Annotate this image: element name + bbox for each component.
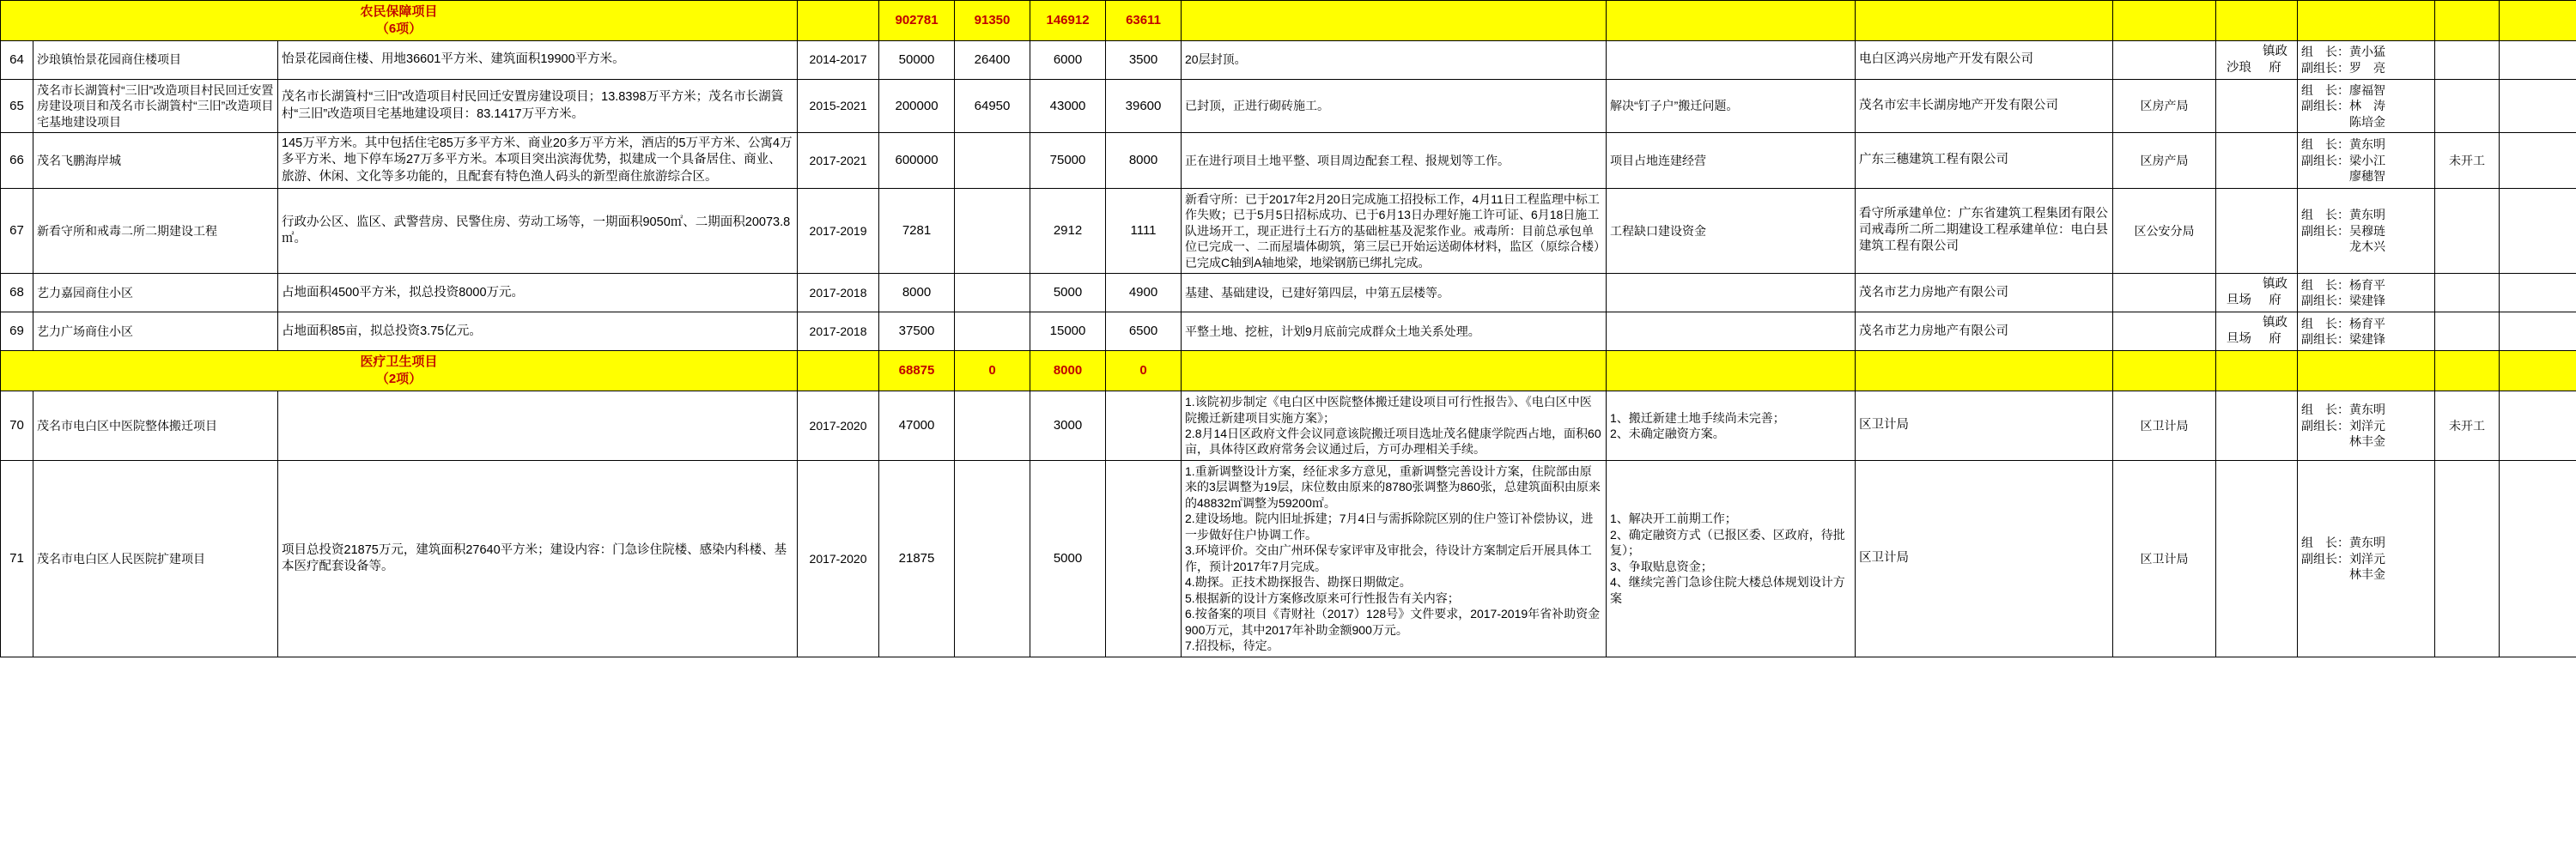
previous-investment: [955, 460, 1030, 657]
township-government: [2216, 391, 2298, 461]
half-year-investment: 3500: [1106, 40, 1182, 79]
category-leader: [2298, 351, 2435, 391]
progress-description: 20层封顶。: [1182, 40, 1607, 79]
project-name: 茂名市电白区中医院整体搬迁项目: [33, 391, 278, 461]
responsible-department: 区公安分局: [2113, 188, 2216, 273]
category-gov: [2216, 351, 2298, 391]
responsible-department: 区卫计局: [2113, 460, 2216, 657]
previous-investment: [955, 312, 1030, 351]
responsible-department: 区房产局: [2113, 79, 2216, 132]
project-name: 沙琅镇怡景花园商住楼项目: [33, 40, 278, 79]
construction-unit: 看守所承建单位：广东省建筑工程集团有限公司戒毒所二所二期建设工程承建单位：电白县建筑工程有限公司: [1856, 188, 2113, 273]
previous-investment: [955, 273, 1030, 312]
row-index: 67: [1, 188, 33, 273]
project-description: 怡景花园商住楼、用地36601平方米、建筑面积19900平方米。: [278, 40, 798, 79]
project-description: 茂名市长湖篢村“三旧”改造项目村民回迁安置房建设项目；13.8398万平方米；茂名市长湖篢村“三旧”改造项目宅基地建设项目：83.1417万平方米。: [278, 79, 798, 132]
category-dept: [2113, 1, 2216, 41]
year-plan-investment: 5000: [1030, 273, 1106, 312]
half-year-investment: 6500: [1106, 312, 1182, 351]
leader-group: 组 长：黄东明 副组长：刘洋元 林丰金: [2298, 460, 2435, 657]
category-dept: [2113, 351, 2216, 391]
government-label: 镇政府: [2263, 276, 2287, 308]
construction-unit: 区卫计局: [1856, 460, 2113, 657]
row-tail: [2500, 133, 2576, 188]
responsible-department: [2113, 40, 2216, 79]
category-row: [1, 351, 2576, 391]
row-index: 66: [1, 133, 33, 188]
category-unit: [1856, 351, 2113, 391]
previous-investment: 64950: [955, 79, 1030, 132]
township-name: 旦场: [2226, 294, 2251, 308]
previous-investment: [955, 133, 1030, 188]
status-note: 未开工: [2435, 133, 2500, 188]
year-plan-investment: 2912: [1030, 188, 1106, 273]
row-index: 65: [1, 79, 33, 132]
project-description: 行政办公区、监区、武警营房、民警住房、劳动工场等，一期面积9050㎡、二期面积20073.8㎡。: [278, 188, 798, 273]
project-period: 2017-2018: [798, 312, 879, 351]
year-plan-investment: 6000: [1030, 40, 1106, 79]
category-year: 146912: [1030, 1, 1106, 41]
progress-description: 1.重新调整设计方案，经征求多方意见，重新调整完善设计方案，住院部由原来的3层调整为19层，床位数由原来的8780张调整为860张，总建筑面积由原来的48832㎡调整为59200㎡。 2.建设场地。院内旧址拆建；7月4日与需拆除院区别的住户签订补偿协议，进一步做好住户协调工作。 3.环境评价。交由广州环保专家评审及审批会，待设计方案制定后开展具体工作，预计2017年7月完成。 4.勘探。正技术勘探报告、勘探日期做定。 5.根据新的设计方案修改原来可行性报告有关内容； 6.按备案的项目《青财社（2017）128号》文件要求，2017-2019年省补助资金900万元，其中2017年补助金额900万元。 7.招投标，待定。: [1182, 460, 1607, 657]
township-government: [2216, 40, 2298, 79]
problem-description: 工程缺口建设资金: [1607, 188, 1856, 273]
category-period: [798, 1, 879, 41]
problem-description: [1607, 312, 1856, 351]
category-prev: 0: [955, 351, 1030, 391]
project-description: 占地面积85亩，拟总投资3.75亿元。: [278, 312, 798, 351]
project-name: 茂名飞鹏海岸城: [33, 133, 278, 188]
category-total: 68875: [879, 351, 955, 391]
problem-description: 项目占地连建经营: [1607, 133, 1856, 188]
project-period: 2014-2017: [798, 40, 879, 79]
project-period: 2017-2020: [798, 460, 879, 657]
row-index: 70: [1, 391, 33, 461]
status-note: [2435, 460, 2500, 657]
leader-group: 组 长：杨育平 副组长：梁建锋: [2298, 273, 2435, 312]
year-plan-investment: 3000: [1030, 391, 1106, 461]
project-period: 2017-2019: [798, 188, 879, 273]
township-government: [2216, 312, 2298, 351]
half-year-investment: 39600: [1106, 79, 1182, 132]
problem-description: 解决“钉子户”搬迁问题。: [1607, 79, 1856, 132]
leader-group: 组 长：黄小猛 副组长：罗 亮: [2298, 40, 2435, 79]
table-row[interactable]: [1, 391, 2576, 461]
status-note: [2435, 273, 2500, 312]
construction-unit: 电白区鸿兴房地产开发有限公司: [1856, 40, 2113, 79]
previous-investment: 26400: [955, 40, 1030, 79]
half-year-investment: 8000: [1106, 133, 1182, 188]
project-name: 茂名市长湖篢村“三旧”改造项目村民回迁安置房建设项目和茂名市长湖篢村“三旧”改造项目宅基地建设项目: [33, 79, 278, 132]
progress-description: 基建、基础建设，已建好第四层，中第五层楼等。: [1182, 273, 1607, 312]
project-description: 145万平方米。其中包括住宅85万多平方米、商业20多万平方米，酒店的5万平方米、公寓4万多平方米、地下停车场27万多平方米。本项目突出滨海优势，拟建成一个具备居住、商业、旅游、休闲、文化等多功能的，且配套有特色渔人码头的新型商住旅游综合区。: [278, 133, 798, 188]
township-government: [2216, 460, 2298, 657]
category-note: [2435, 1, 2500, 41]
category-count-text: （6项）: [375, 21, 422, 36]
total-investment: 600000: [879, 133, 955, 188]
project-period: 2017-2021: [798, 133, 879, 188]
category-year: 8000: [1030, 351, 1106, 391]
previous-investment: [955, 188, 1030, 273]
government-label: 镇政府: [2263, 316, 2287, 347]
total-investment: 21875: [879, 460, 955, 657]
progress-description: 新看守所：已于2017年2月20日完成施工招投标工作，4月11日工程监理中标工作失败；已于5月5日招标成功、已于6月13日办理好施工许可证、6月18日施工队进场开工，现正进行土石方的基础桩基及泥浆作业。戒毒所：目前总承包单位已完成一、二而屋墙体砌筑，第三层已开始运送砌体材料，监区（原综合楼）已完成C轴到A轴地梁，地梁钢筋已绑扎完成。: [1182, 188, 1607, 273]
leader-group: 组 长：黄东明 副组长：刘洋元 林丰金: [2298, 391, 2435, 461]
category-title-text: 农民保障项目: [360, 4, 438, 19]
construction-unit: 茂名市艺力房地产有限公司: [1856, 312, 2113, 351]
responsible-department: [2113, 312, 2216, 351]
progress-description: 正在进行项目土地平整、项目周边配套工程、报规划等工作。: [1182, 133, 1607, 188]
status-note: [2435, 312, 2500, 351]
total-investment: 50000: [879, 40, 955, 79]
table-row[interactable]: [1, 133, 2576, 188]
year-plan-investment: 15000: [1030, 312, 1106, 351]
category-row: [1, 1, 2576, 41]
status-note: [2435, 40, 2500, 79]
category-unit: [1856, 1, 2113, 41]
category-title: [1, 351, 798, 391]
township-government: [2216, 273, 2298, 312]
previous-investment: [955, 391, 1030, 461]
status-note: 未开工: [2435, 391, 2500, 461]
category-title: [1, 1, 798, 41]
problem-description: 1、搬迁新建土地手续尚未完善； 2、未确定融资方案。: [1607, 391, 1856, 461]
row-index: 71: [1, 460, 33, 657]
category-tail: [2500, 351, 2576, 391]
category-half: 0: [1106, 351, 1182, 391]
progress-description: 平整土地、挖桩，计划9月底前完成群众土地关系处理。: [1182, 312, 1607, 351]
year-plan-investment: 5000: [1030, 460, 1106, 657]
row-tail: [2500, 460, 2576, 657]
table-row[interactable]: [1, 273, 2576, 312]
project-period: 2015-2021: [798, 79, 879, 132]
problem-description: 1、解决开工前期工作； 2、确定融资方式（已报区委、区政府，待批复）； 3、争取贴息资金； 4、继续完善门急诊住院大楼总体规划设计方案: [1607, 460, 1856, 657]
category-problem: [1607, 351, 1856, 391]
category-period: [798, 351, 879, 391]
table-row[interactable]: [1, 188, 2576, 273]
category-gov: [2216, 1, 2298, 41]
row-tail: [2500, 312, 2576, 351]
problem-description: [1607, 273, 1856, 312]
table-row[interactable]: [1, 312, 2576, 351]
leader-group: 组 长：黄东明 副组长：吴穆琏 龙木兴: [2298, 188, 2435, 273]
project-description: 占地面积4500平方米，拟总投资8000万元。: [278, 273, 798, 312]
total-investment: 7281: [879, 188, 955, 273]
category-total: 902781: [879, 1, 955, 41]
category-problem: [1607, 1, 1856, 41]
total-investment: 37500: [879, 312, 955, 351]
total-investment: 200000: [879, 79, 955, 132]
category-tail: [2500, 1, 2576, 41]
government-label: 镇政府: [2263, 44, 2287, 75]
project-name: 新看守所和戒毒二所二期建设工程: [33, 188, 278, 273]
leader-group: 组 长：杨育平 副组长：梁建锋: [2298, 312, 2435, 351]
category-note: [2435, 351, 2500, 391]
half-year-investment: [1106, 460, 1182, 657]
township-name: 沙琅: [2226, 60, 2251, 75]
category-count-text: （2项）: [375, 372, 422, 387]
row-tail: [2500, 40, 2576, 79]
progress-description: 已封顶，正进行砌砖施工。: [1182, 79, 1607, 132]
construction-unit: 茂名市宏丰长湖房地产开发有限公司: [1856, 79, 2113, 132]
responsible-department: 区卫计局: [2113, 391, 2216, 461]
responsible-department: [2113, 273, 2216, 312]
total-investment: 8000: [879, 273, 955, 312]
table-body: [1, 1, 2576, 657]
project-description: [278, 391, 798, 461]
table-row[interactable]: [1, 40, 2576, 79]
row-tail: [2500, 273, 2576, 312]
project-name: 茂名市电白区人民医院扩建项目: [33, 460, 278, 657]
year-plan-investment: 43000: [1030, 79, 1106, 132]
project-name: 艺力广场商住小区: [33, 312, 278, 351]
row-tail: [2500, 391, 2576, 461]
project-name: 艺力嘉园商住小区: [33, 273, 278, 312]
category-progress: [1182, 351, 1607, 391]
problem-description: [1607, 40, 1856, 79]
construction-unit: 广东三穗建筑工程有限公司: [1856, 133, 2113, 188]
township-government: [2216, 79, 2298, 132]
responsible-department: 区房产局: [2113, 133, 2216, 188]
township-name: 旦场: [2226, 332, 2251, 347]
category-leader: [2298, 1, 2435, 41]
township-government: [2216, 188, 2298, 273]
half-year-investment: 4900: [1106, 273, 1182, 312]
progress-description: 1.该院初步制定《电白区中医院整体搬迁建设项目可行性报告》、《电白区中医院搬迁新建项目实施方案》； 2.8月14日区政府文件会议同意该院搬迁项目选址茂名健康学院西占地，面积60亩，具体待区政府常务会议通过后，方可办理相关手续。: [1182, 391, 1607, 461]
row-index: 68: [1, 273, 33, 312]
township-government: [2216, 133, 2298, 188]
row-tail: [2500, 188, 2576, 273]
leader-group: 组 长：廖福智 副组长：林 涛 陈培金: [2298, 79, 2435, 132]
row-index: 64: [1, 40, 33, 79]
category-title-text: 医疗卫生项目: [360, 354, 438, 370]
row-index: 69: [1, 312, 33, 351]
leader-group: 组 长：黄东明 副组长：梁小江 廖穗智: [2298, 133, 2435, 188]
construction-unit: 区卫计局: [1856, 391, 2113, 461]
half-year-investment: 1111: [1106, 188, 1182, 273]
row-tail: [2500, 79, 2576, 132]
project-period: 2017-2018: [798, 273, 879, 312]
category-progress: [1182, 1, 1607, 41]
status-note: [2435, 79, 2500, 132]
construction-unit: 茂名市艺力房地产有限公司: [1856, 273, 2113, 312]
category-prev: 91350: [955, 1, 1030, 41]
table-row[interactable]: [1, 79, 2576, 132]
total-investment: 47000: [879, 391, 955, 461]
status-note: [2435, 188, 2500, 273]
half-year-investment: [1106, 391, 1182, 461]
project-period: 2017-2020: [798, 391, 879, 461]
year-plan-investment: 75000: [1030, 133, 1106, 188]
category-half: 63611: [1106, 1, 1182, 41]
table-row[interactable]: [1, 460, 2576, 657]
project-description: 项目总投资21875万元，建筑面积27640平方米；建设内容：门急诊住院楼、感染内科楼、基本医疗配套设备等。: [278, 460, 798, 657]
